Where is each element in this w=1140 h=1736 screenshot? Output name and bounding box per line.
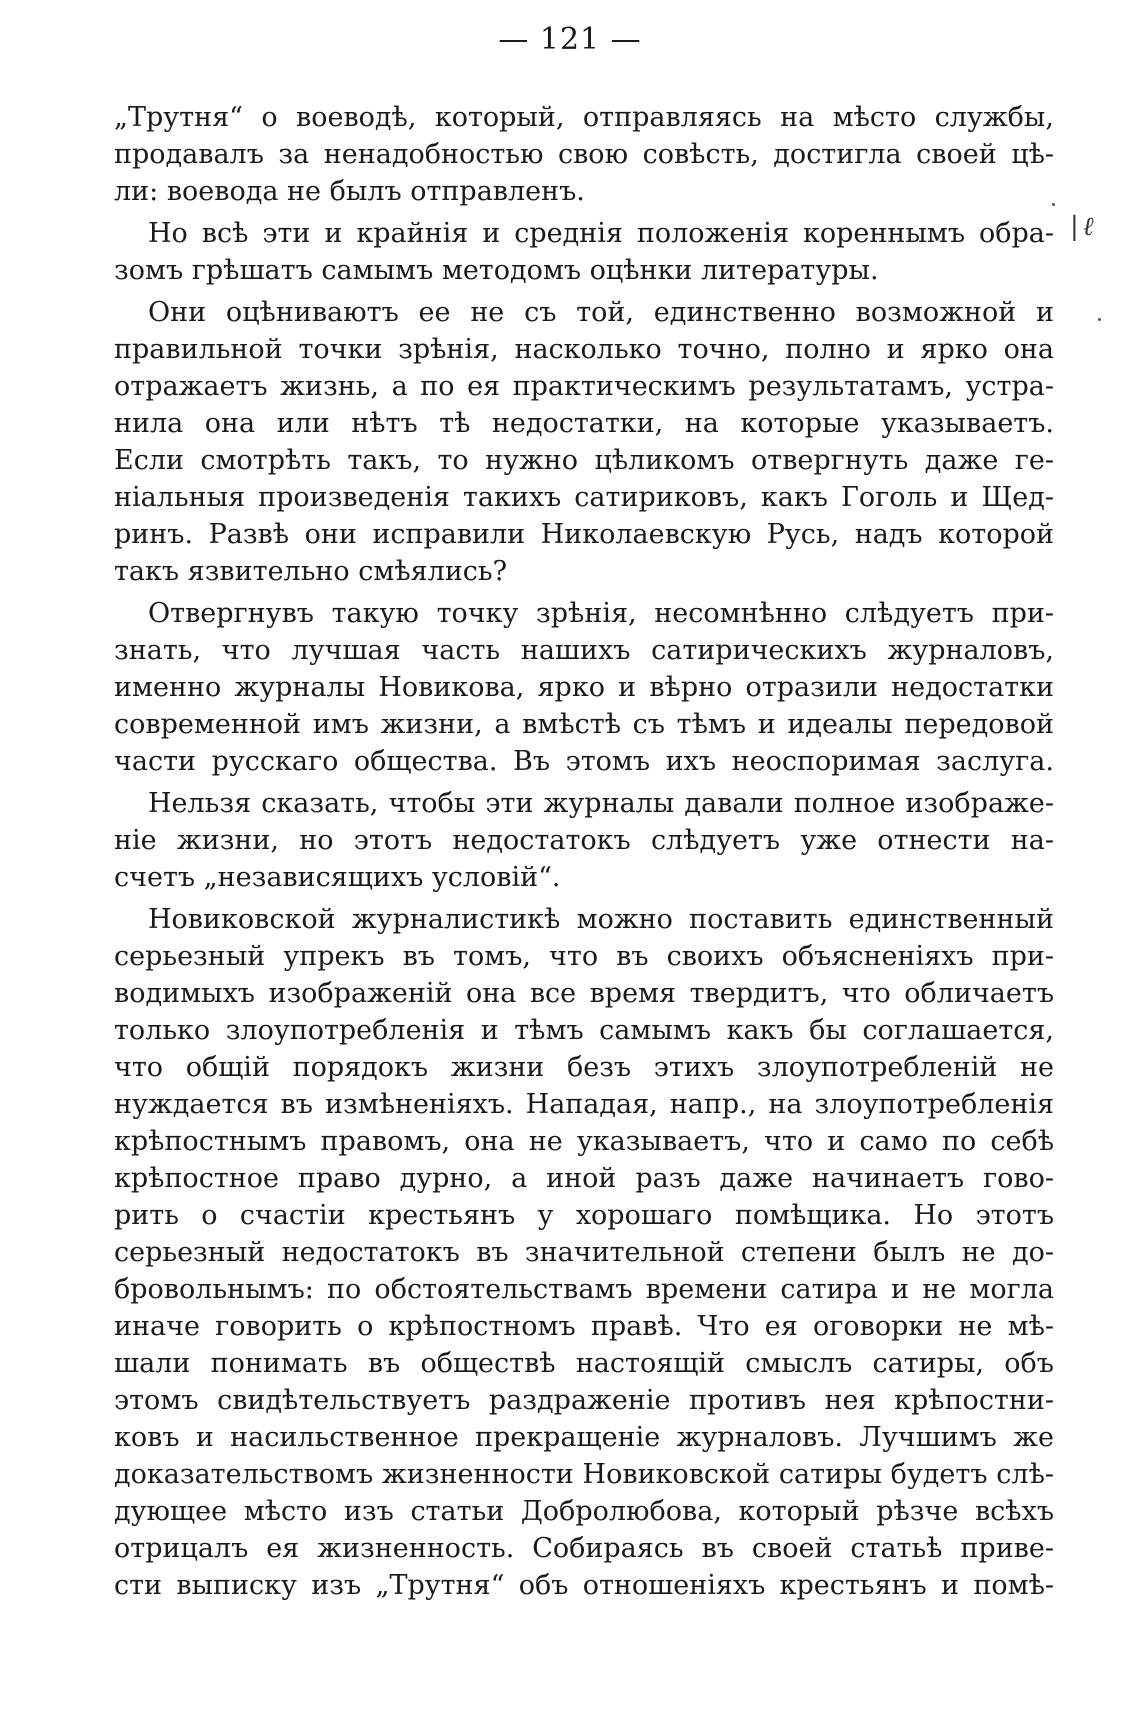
text-line: иначе говорить о крѣпостномъ правѣ. Что ея оговорки не мѣ- (114, 1311, 1054, 1342)
margin-annotation (1070, 212, 1098, 242)
text-line: бровольнымъ: по обстоятельствамъ времени сатира и не могла (114, 1274, 1054, 1305)
text-line: Они оцѣниваютъ ее не съ той, единственно возможной и (148, 297, 1054, 328)
text-line: Отвергнувъ такую точку зрѣнія, несомнѣнно слѣдуетъ при- (148, 598, 1054, 629)
text-line: Новиковской журналистикѣ можно поставить единственный (148, 904, 1054, 935)
text-line: сти выписку изъ „Трутня“ объ отношеніяхъ крестьянъ и помѣ- (114, 1570, 1054, 1601)
text-line: такъ язвительно смѣялись? (114, 556, 508, 587)
text-line: серьезный упрекъ въ томъ, что въ своихъ объясненіяхъ при- (114, 941, 1054, 972)
text-line: шали понимать въ обществѣ настоящій смыслъ сатиры, объ (114, 1348, 1054, 1379)
paper-speck (1098, 318, 1101, 321)
text-line: ли: воевода не былъ отправленъ. (114, 176, 585, 207)
text-line: Если смотрѣть такъ, то нужно цѣликомъ отвергнуть даже ге- (114, 445, 1054, 476)
margin-bar: | (1070, 212, 1079, 242)
text-line: именно журналы Новикова, ярко и вѣрно отразили недостатки (114, 672, 1054, 703)
text-line: крѣпостнымъ правомъ, она не указываетъ, что и само по себѣ (114, 1126, 1054, 1157)
text-line: счетъ „независящихъ условій“. (114, 862, 561, 893)
text-line: нила она или нѣтъ тѣ недостатки, на которые указываетъ. (114, 408, 1054, 439)
text-line: Но всѣ эти и крайнія и среднія положенія кореннымъ обра- (148, 218, 1054, 249)
text-line: крѣпостное право дурно, а иной разъ даже начинаетъ гово- (114, 1163, 1054, 1194)
text-line: серьезный недостатокъ въ значительной степени былъ не до- (114, 1237, 1054, 1268)
margin-mark: ℓ (1082, 212, 1094, 242)
text-line: дующее мѣсто изъ статьи Добролюбова, который рѣзче всѣхъ (114, 1496, 1054, 1527)
text-line: знать, что лучшая часть нашихъ сатирическихъ журналовъ, (114, 635, 1054, 666)
text-line: „Трутня“ о воеводѣ, который, отправляясь на мѣсто службы, (114, 102, 1054, 133)
text-line: продавалъ за ненадобностью свою совѣсть, достигла своей цѣ- (114, 139, 1054, 170)
text-line: только злоупотребленія и тѣмъ самымъ какъ бы соглашается, (114, 1015, 1054, 1046)
text-line: ніальныя произведенія такихъ сатириковъ, какъ Гоголь и Щед- (114, 482, 1054, 513)
text-line: современной имъ жизни, а вмѣстѣ съ тѣмъ и идеалы передовой (114, 709, 1054, 740)
text-line: ніе жизни, но этотъ недостатокъ слѣдуетъ уже отнести на- (114, 825, 1054, 856)
text-line: этомъ свидѣтельствуетъ раздраженіе противъ нея крѣпостни- (114, 1385, 1054, 1416)
text-line: отражаетъ жизнь, а по ея практическимъ результатамъ, устра- (114, 371, 1054, 402)
text-line: нуждается въ измѣненіяхъ. Нападая, напр., на злоупотребленія (114, 1089, 1054, 1120)
text-line: части русскаго общества. Въ этомъ ихъ неоспоримая заслуга. (114, 746, 1054, 777)
text-line: ринъ. Развѣ они исправили Николаевскую Русь, надъ которой (114, 519, 1054, 550)
text-line: что общій порядокъ жизни безъ этихъ злоупотребленій не (114, 1052, 1054, 1083)
text-line: правильной точки зрѣнія, насколько точно, полно и ярко она (114, 334, 1054, 365)
text-line: ковъ и насильственное прекращеніе журналовъ. Лучшимъ же (114, 1422, 1054, 1453)
text-line: рить о счастіи крестьянъ у хорошаго помѣщика. Но этотъ (114, 1200, 1054, 1231)
text-line: отрицалъ ея жизненность. Собираясь въ своей статьѣ приве- (114, 1533, 1054, 1564)
text-line: Нельзя сказать, чтобы эти журналы давали полное изображе- (148, 788, 1054, 819)
text-line: водимыхъ изображеній она все время твердитъ, что обличаетъ (114, 978, 1054, 1009)
body-text (114, 99, 1054, 1604)
text-line: зомъ грѣшатъ самымъ методомъ оцѣнки литературы. (114, 255, 879, 286)
text-line: доказательствомъ жизненности Новиковской сатиры будетъ слѣ- (114, 1459, 1054, 1490)
page-number: — 121 — (498, 22, 642, 57)
